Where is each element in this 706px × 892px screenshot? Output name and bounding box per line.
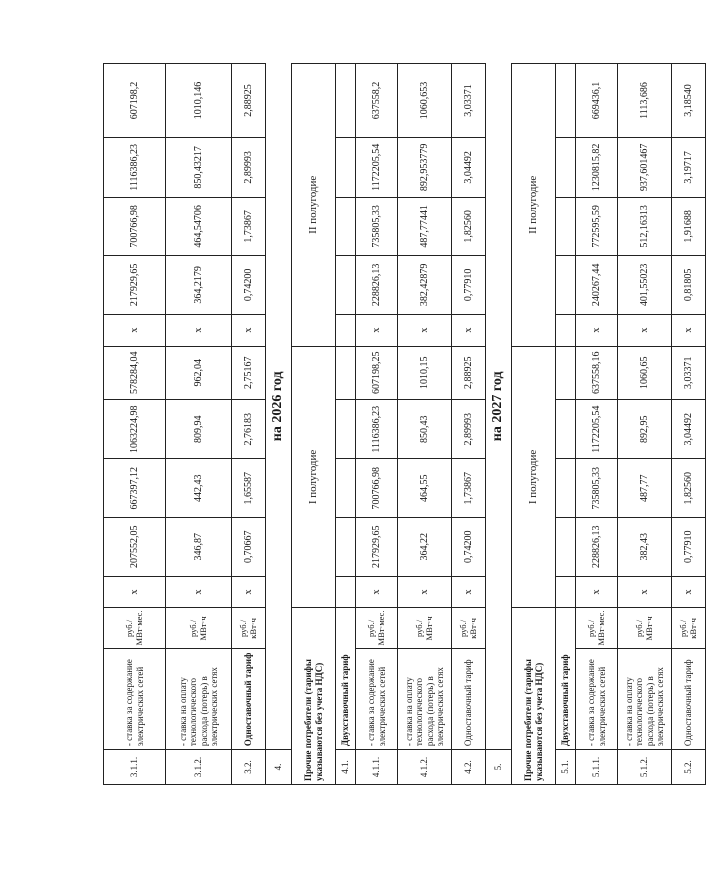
- value-cell: x: [398, 576, 452, 608]
- section-title: Прочие потребители (тарифы указываются без учета НДС): [512, 608, 556, 785]
- table-row: [266, 64, 292, 785]
- table-row: [398, 64, 452, 785]
- value-cell: 1,65587: [232, 459, 266, 518]
- value-cell: 1230815,82: [576, 138, 618, 198]
- value-cell: x: [672, 576, 706, 608]
- value-cell: 0,70667: [232, 518, 266, 577]
- value-cell: 1,91688: [672, 197, 706, 256]
- table-row: [166, 64, 232, 785]
- empty-cell: [336, 64, 356, 138]
- value-cell: x: [232, 576, 266, 608]
- value-cell: 1113,686: [618, 64, 672, 138]
- value-cell: x: [618, 576, 672, 608]
- value-cell: 364,2179: [166, 256, 232, 315]
- tariff-table: [103, 63, 706, 785]
- empty-cell: [556, 518, 576, 577]
- value-cell: 850,43: [398, 399, 452, 459]
- rotated-page: [103, 63, 698, 785]
- value-cell: 1,73867: [452, 459, 486, 518]
- unit-cell: руб./МВт·мес.: [356, 608, 398, 649]
- empty-cell: [556, 197, 576, 256]
- empty-cell: [556, 314, 576, 346]
- value-cell: 892,953779: [398, 138, 452, 198]
- value-cell: x: [356, 314, 398, 346]
- value-cell: 3,18540: [672, 64, 706, 138]
- row-label: Одноставочный тариф: [452, 649, 486, 750]
- empty-cell: [556, 138, 576, 198]
- value-cell: 0,81805: [672, 256, 706, 315]
- value-cell: 207552,05: [104, 518, 166, 577]
- table-row: [576, 64, 618, 785]
- value-cell: x: [166, 314, 232, 346]
- value-cell: 2,88925: [232, 64, 266, 138]
- row-label: Одноставочный тариф: [672, 649, 706, 750]
- empty-cell: [336, 256, 356, 315]
- value-cell: 809,94: [166, 399, 232, 459]
- value-cell: 442,43: [166, 459, 232, 518]
- table-row: [292, 64, 336, 785]
- value-cell: 772595,59: [576, 197, 618, 256]
- row-number: 4.1.2.: [398, 750, 452, 785]
- unit-cell: руб./кВт·ч: [452, 608, 486, 649]
- row-number: 3.1.2.: [166, 750, 232, 785]
- row-label: - ставка на оплату технологического расхода (потерь) в электрических сетях: [166, 649, 232, 750]
- section-number: 5.: [486, 750, 512, 785]
- value-cell: 637558,2: [356, 64, 398, 138]
- row-number: 5.1.2.: [618, 750, 672, 785]
- value-cell: 3,04492: [672, 399, 706, 459]
- value-cell: 217929,65: [104, 256, 166, 315]
- empty-cell: [336, 138, 356, 198]
- unit-cell: руб./МВт·мес.: [104, 608, 166, 649]
- value-cell: 1010,146: [166, 64, 232, 138]
- row-number: 4.1.: [336, 750, 356, 785]
- row-number: 3.1.1.: [104, 750, 166, 785]
- value-cell: 1063224,98: [104, 399, 166, 459]
- value-cell: x: [452, 314, 486, 346]
- value-cell: 3,03371: [452, 64, 486, 138]
- value-cell: 1,82560: [452, 197, 486, 256]
- value-cell: 487,77441: [398, 197, 452, 256]
- value-cell: 382,42879: [398, 256, 452, 315]
- value-cell: 217929,65: [356, 518, 398, 577]
- value-cell: 464,54706: [166, 197, 232, 256]
- value-cell: 667397,12: [104, 459, 166, 518]
- value-cell: 240267,44: [576, 256, 618, 315]
- unit-cell: руб./МВт·ч: [398, 608, 452, 649]
- empty-cell: [336, 576, 356, 608]
- value-cell: 1116386,23: [104, 138, 166, 198]
- empty-cell: [556, 576, 576, 608]
- unit-cell: руб./кВт·ч: [232, 608, 266, 649]
- value-cell: x: [166, 576, 232, 608]
- value-cell: 637558,16: [576, 346, 618, 399]
- empty-cell: [336, 399, 356, 459]
- empty-cell: [556, 64, 576, 138]
- year-heading: на 2026 год: [266, 64, 292, 750]
- row-number: 5.1.: [556, 750, 576, 785]
- table-row: [512, 64, 556, 785]
- value-cell: 401,55023: [618, 256, 672, 315]
- value-cell: 607198,25: [356, 346, 398, 399]
- value-cell: 3,04492: [452, 138, 486, 198]
- empty-cell: [336, 346, 356, 399]
- value-cell: 0,74200: [452, 518, 486, 577]
- value-cell: 1172205,54: [356, 138, 398, 198]
- value-cell: 228826,13: [576, 518, 618, 577]
- row-label: - ставка за содержание электрических сетей: [576, 649, 618, 750]
- value-cell: 1060,653: [398, 64, 452, 138]
- value-cell: 892,95: [618, 399, 672, 459]
- table-row: [336, 64, 356, 785]
- value-cell: 578284,04: [104, 346, 166, 399]
- value-cell: 512,16313: [618, 197, 672, 256]
- empty-cell: [556, 459, 576, 518]
- value-cell: 1,82560: [672, 459, 706, 518]
- value-cell: 0,77910: [452, 256, 486, 315]
- value-cell: 850,43217: [166, 138, 232, 198]
- row-label: - ставка за содержание электрических сетей: [104, 649, 166, 750]
- value-cell: 669436,1: [576, 64, 618, 138]
- empty-cell: [336, 314, 356, 346]
- half-year-1: I полугодие: [292, 346, 336, 608]
- half-year-2: II полугодие: [292, 64, 336, 347]
- table-row: [672, 64, 706, 785]
- value-cell: x: [104, 314, 166, 346]
- value-cell: 962,04: [166, 346, 232, 399]
- value-cell: 700766,98: [104, 197, 166, 256]
- value-cell: 937,601467: [618, 138, 672, 198]
- value-cell: 228826,13: [356, 256, 398, 315]
- row-label: - ставка на оплату технологического расхода (потерь) в электрических сетях: [618, 649, 672, 750]
- value-cell: 3,03371: [672, 346, 706, 399]
- value-cell: 2,76183: [232, 399, 266, 459]
- value-cell: 346,87: [166, 518, 232, 577]
- value-cell: 0,74200: [232, 256, 266, 315]
- value-cell: x: [672, 314, 706, 346]
- value-cell: 735805,33: [576, 459, 618, 518]
- section-title: Прочие потребители (тарифы указываются без учета НДС): [292, 608, 336, 785]
- subsection-title: Двухставочный тариф: [556, 608, 576, 750]
- unit-cell: руб./МВт·мес.: [576, 608, 618, 649]
- value-cell: 2,88925: [452, 346, 486, 399]
- value-cell: 700766,98: [356, 459, 398, 518]
- row-number: 3.2.: [232, 750, 266, 785]
- value-cell: x: [356, 576, 398, 608]
- value-cell: x: [104, 576, 166, 608]
- unit-cell: руб./МВт·ч: [166, 608, 232, 649]
- value-cell: 1116386,23: [356, 399, 398, 459]
- year-heading: на 2027 год: [486, 64, 512, 750]
- value-cell: 364,22: [398, 518, 452, 577]
- value-cell: 464,55: [398, 459, 452, 518]
- value-cell: 607198,2: [104, 64, 166, 138]
- subsection-title: Двухставочный тариф: [336, 608, 356, 750]
- value-cell: 0,77910: [672, 518, 706, 577]
- table-row: [452, 64, 486, 785]
- value-cell: 1,73867: [232, 197, 266, 256]
- value-cell: x: [232, 314, 266, 346]
- value-cell: x: [452, 576, 486, 608]
- value-cell: 1010,15: [398, 346, 452, 399]
- row-number: 4.1.1.: [356, 750, 398, 785]
- empty-cell: [556, 399, 576, 459]
- value-cell: x: [576, 314, 618, 346]
- value-cell: 2,89993: [452, 399, 486, 459]
- row-label: - ставка на оплату технологического расхода (потерь) в электрических сетях: [398, 649, 452, 750]
- value-cell: 487,77: [618, 459, 672, 518]
- value-cell: x: [576, 576, 618, 608]
- half-year-1: I полугодие: [512, 346, 556, 608]
- row-label: - ставка за содержание электрических сетей: [356, 649, 398, 750]
- unit-cell: руб./кВт·ч: [672, 608, 706, 649]
- value-cell: 2,89993: [232, 138, 266, 198]
- value-cell: x: [618, 314, 672, 346]
- empty-cell: [336, 459, 356, 518]
- table-row: [232, 64, 266, 785]
- value-cell: 735805,33: [356, 197, 398, 256]
- value-cell: 1172205,54: [576, 399, 618, 459]
- empty-cell: [336, 197, 356, 256]
- table-row: [486, 64, 512, 785]
- row-number: 4.2.: [452, 750, 486, 785]
- empty-cell: [336, 518, 356, 577]
- table-row: [104, 64, 166, 785]
- row-label: Одноставочный тариф: [232, 649, 266, 750]
- row-number: 5.1.1.: [576, 750, 618, 785]
- empty-cell: [556, 256, 576, 315]
- value-cell: 382,43: [618, 518, 672, 577]
- value-cell: 3,19717: [672, 138, 706, 198]
- table-body: [104, 64, 706, 785]
- row-number: 5.2.: [672, 750, 706, 785]
- table-row: [618, 64, 672, 785]
- half-year-2: II полугодие: [512, 64, 556, 347]
- section-number: 4.: [266, 750, 292, 785]
- value-cell: x: [398, 314, 452, 346]
- value-cell: 1060,65: [618, 346, 672, 399]
- table-row: [356, 64, 398, 785]
- table-row: [556, 64, 576, 785]
- unit-cell: руб./МВт·ч: [618, 608, 672, 649]
- value-cell: 2,75167: [232, 346, 266, 399]
- empty-cell: [556, 346, 576, 399]
